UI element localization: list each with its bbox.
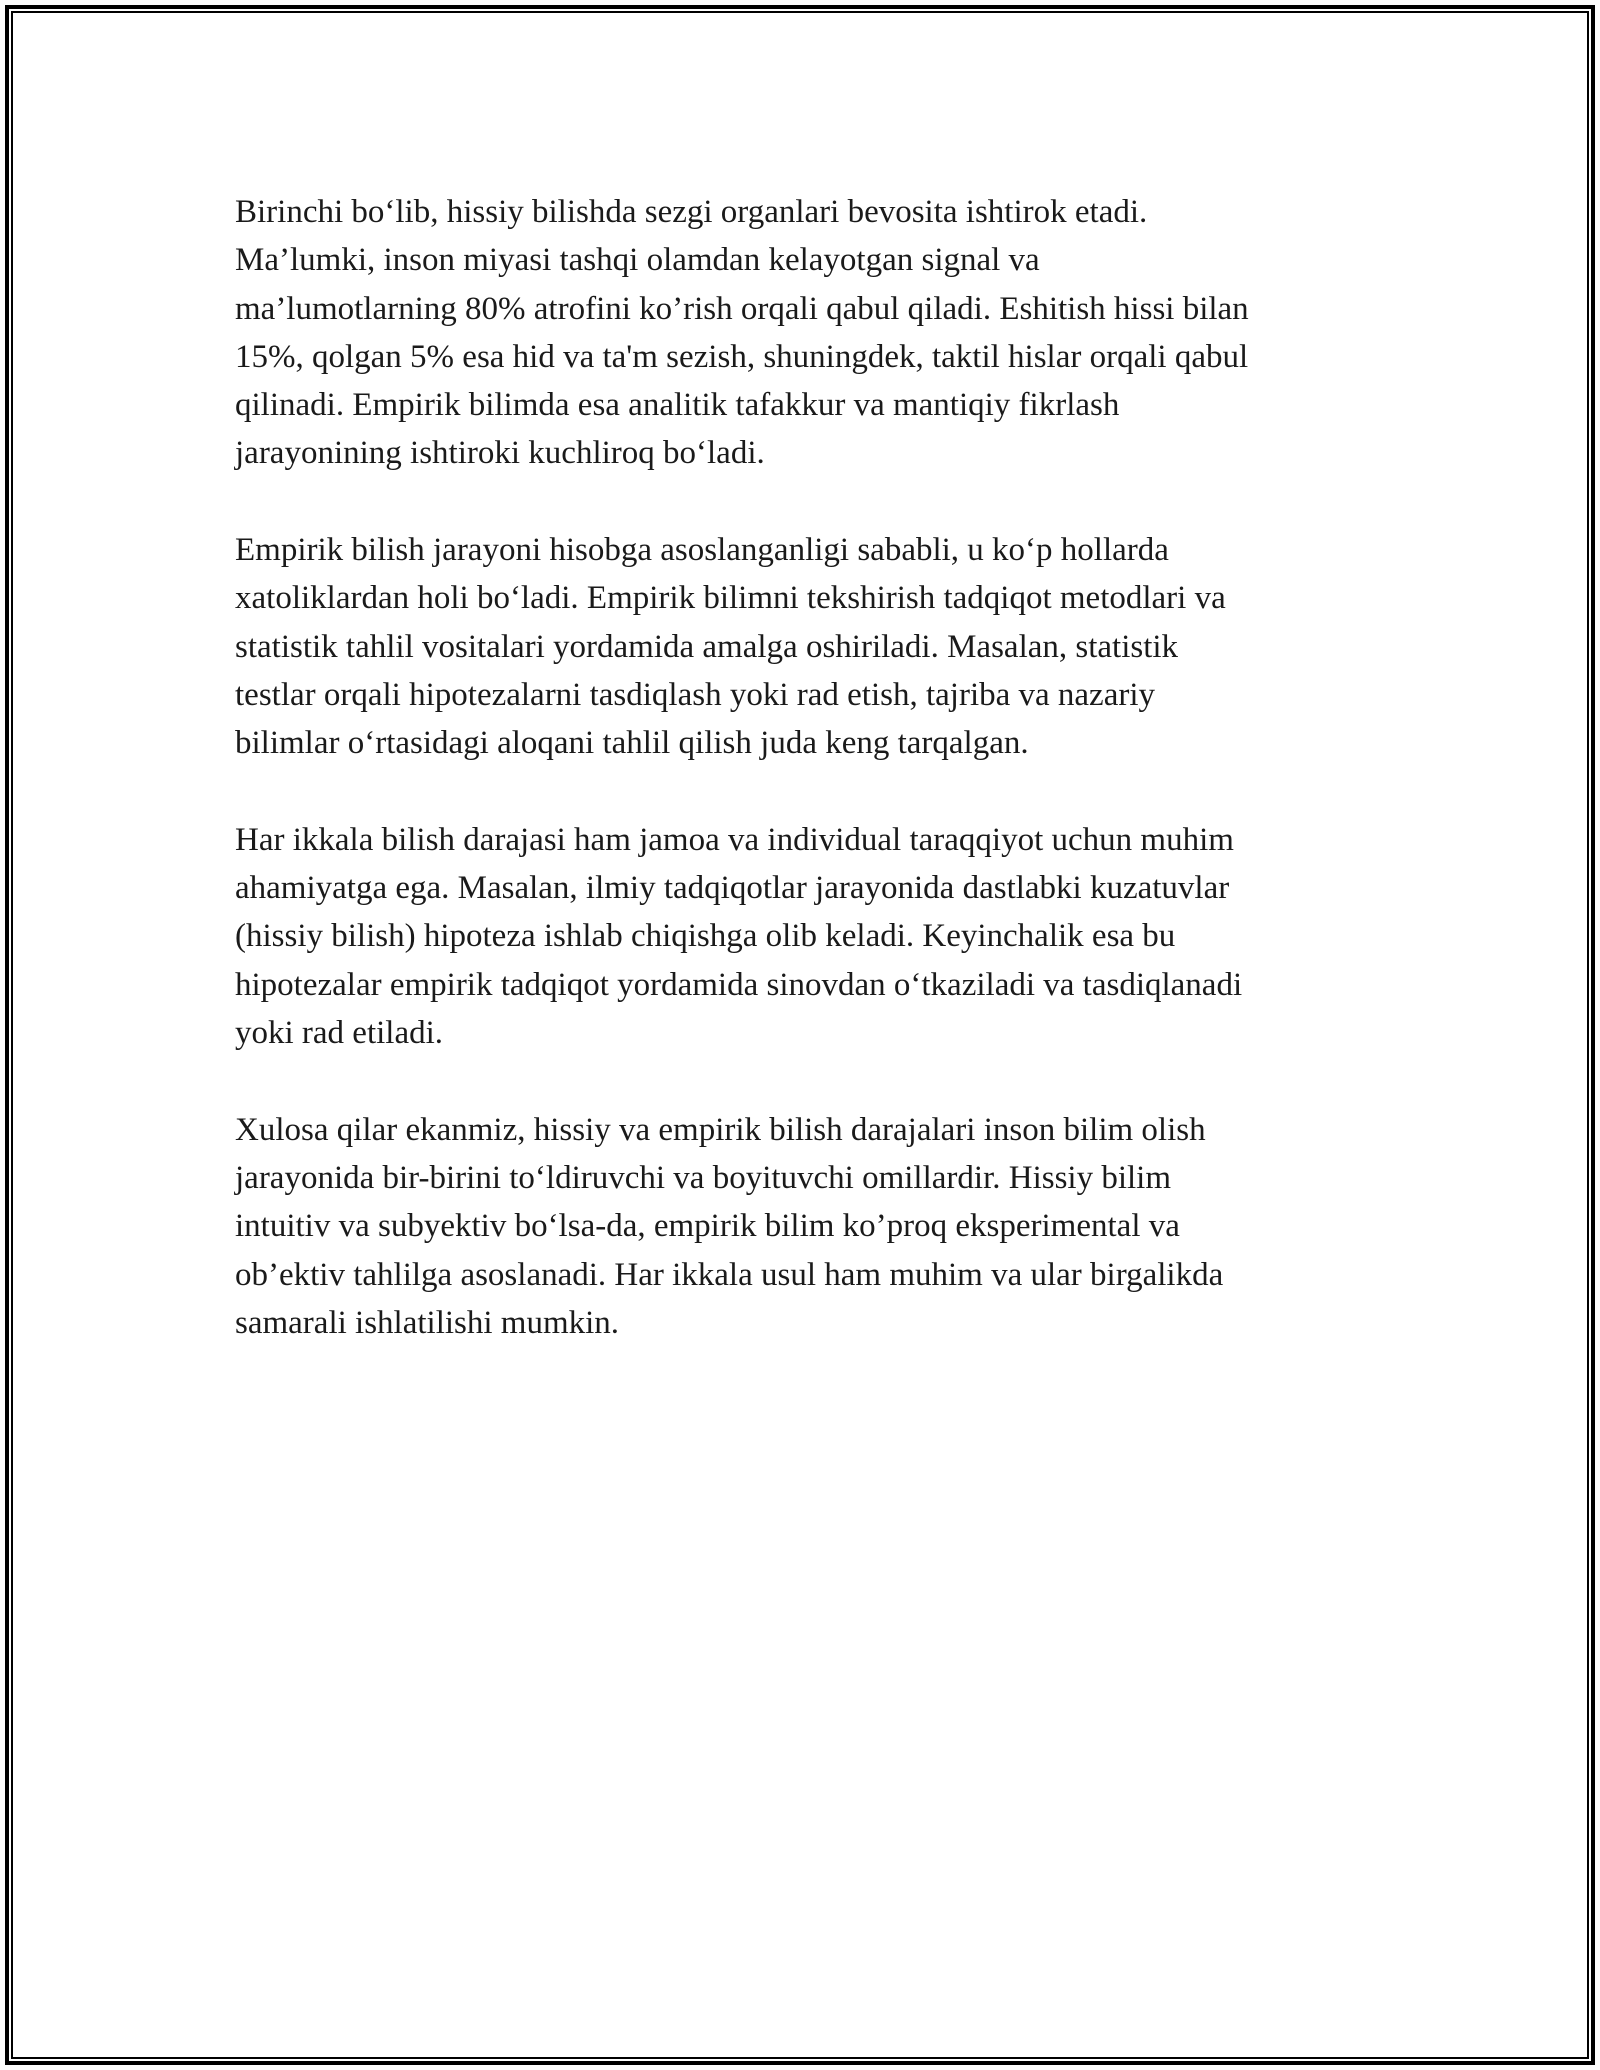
text-line: 15%, qolgan 5% esa hid va ta'm sezish, shuningdek, taktil hislar orqali qabul [235,338,1249,375]
paragraph-4 [235,1106,1375,1347]
text-line: Empirik bilish jarayoni hisobga asoslanganligi sababli, u ko‘p hollarda [235,532,1169,569]
text-line: ahamiyatga ega. Masalan, ilmiy tadqiqotlar jarayonida dastlabki kuzatuvlar [235,870,1230,907]
text-line: (hissiy bilish) hipoteza ishlab chiqishga olib keladi. Keyinchalik esa bu [235,918,1176,955]
paragraph-1 [235,188,1375,478]
text-line: hipotezalar empirik tadqiqot yordamida sinovdan o‘tkaziladi va tasdiqlanadi [235,966,1243,1003]
text-line: Birinchi bo‘lib, hissiy bilishda sezgi organlari bevosita ishtirok etadi. [235,194,1148,230]
text-line: qilinadi. Empirik bilimda esa analitik tafakkur va mantiqiy fikrlash [235,387,1120,424]
text-line: ob’ektiv tahlilga asoslanadi. Har ikkala usul ham muhim va ular birgalikda [235,1256,1224,1293]
text-line: xatoliklardan holi bo‘ladi. Empirik bilimni tekshirish tadqiqot metodlari va [235,580,1226,617]
text-line: Har ikkala bilish darajasi ham jamoa va individual taraqqiyot uchun muhim [235,821,1234,858]
paragraph-3 [235,816,1375,1057]
text-line: jarayonining ishtiroki kuchliroq bo‘ladi. [235,435,765,472]
text-line: ma’lumotlarning 80% atrofini ko’rish orqali qabul qiladi. Eshitish hissi bilan [235,290,1249,327]
text-line: yoki rad etiladi. [235,1015,444,1052]
paragraph-2 [235,526,1375,767]
text-line: intuitiv va subyektiv bo‘lsa-da, empirik bilim ko’proq eksperimental va [235,1208,1180,1245]
text-line: jarayonida bir-birini to‘ldiruvchi va boyituvchi omillardir. Hissiy bilim [235,1159,1172,1196]
text-line: Ma’lumki, inson miyasi tashqi olamdan kelayotgan signal va [235,242,1040,279]
text-line: testlar orqali hipotezalarni tasdiqlash yoki rad etish, tajriba va nazariy [235,676,1156,713]
text-line: bilimlar o‘rtasidagi aloqani tahlil qilish juda keng tarqalgan. [235,725,1029,762]
text-line: statistik tahlil vositalari yordamida amalga oshiriladi. Masalan, statistik [235,628,1179,665]
document-body [235,188,1375,1395]
text-line: samarali ishlatilishi mumkin. [235,1304,620,1341]
text-line: Xulosa qilar ekanmiz, hissiy va empirik bilish darajalari inson bilim olish [235,1111,1206,1148]
